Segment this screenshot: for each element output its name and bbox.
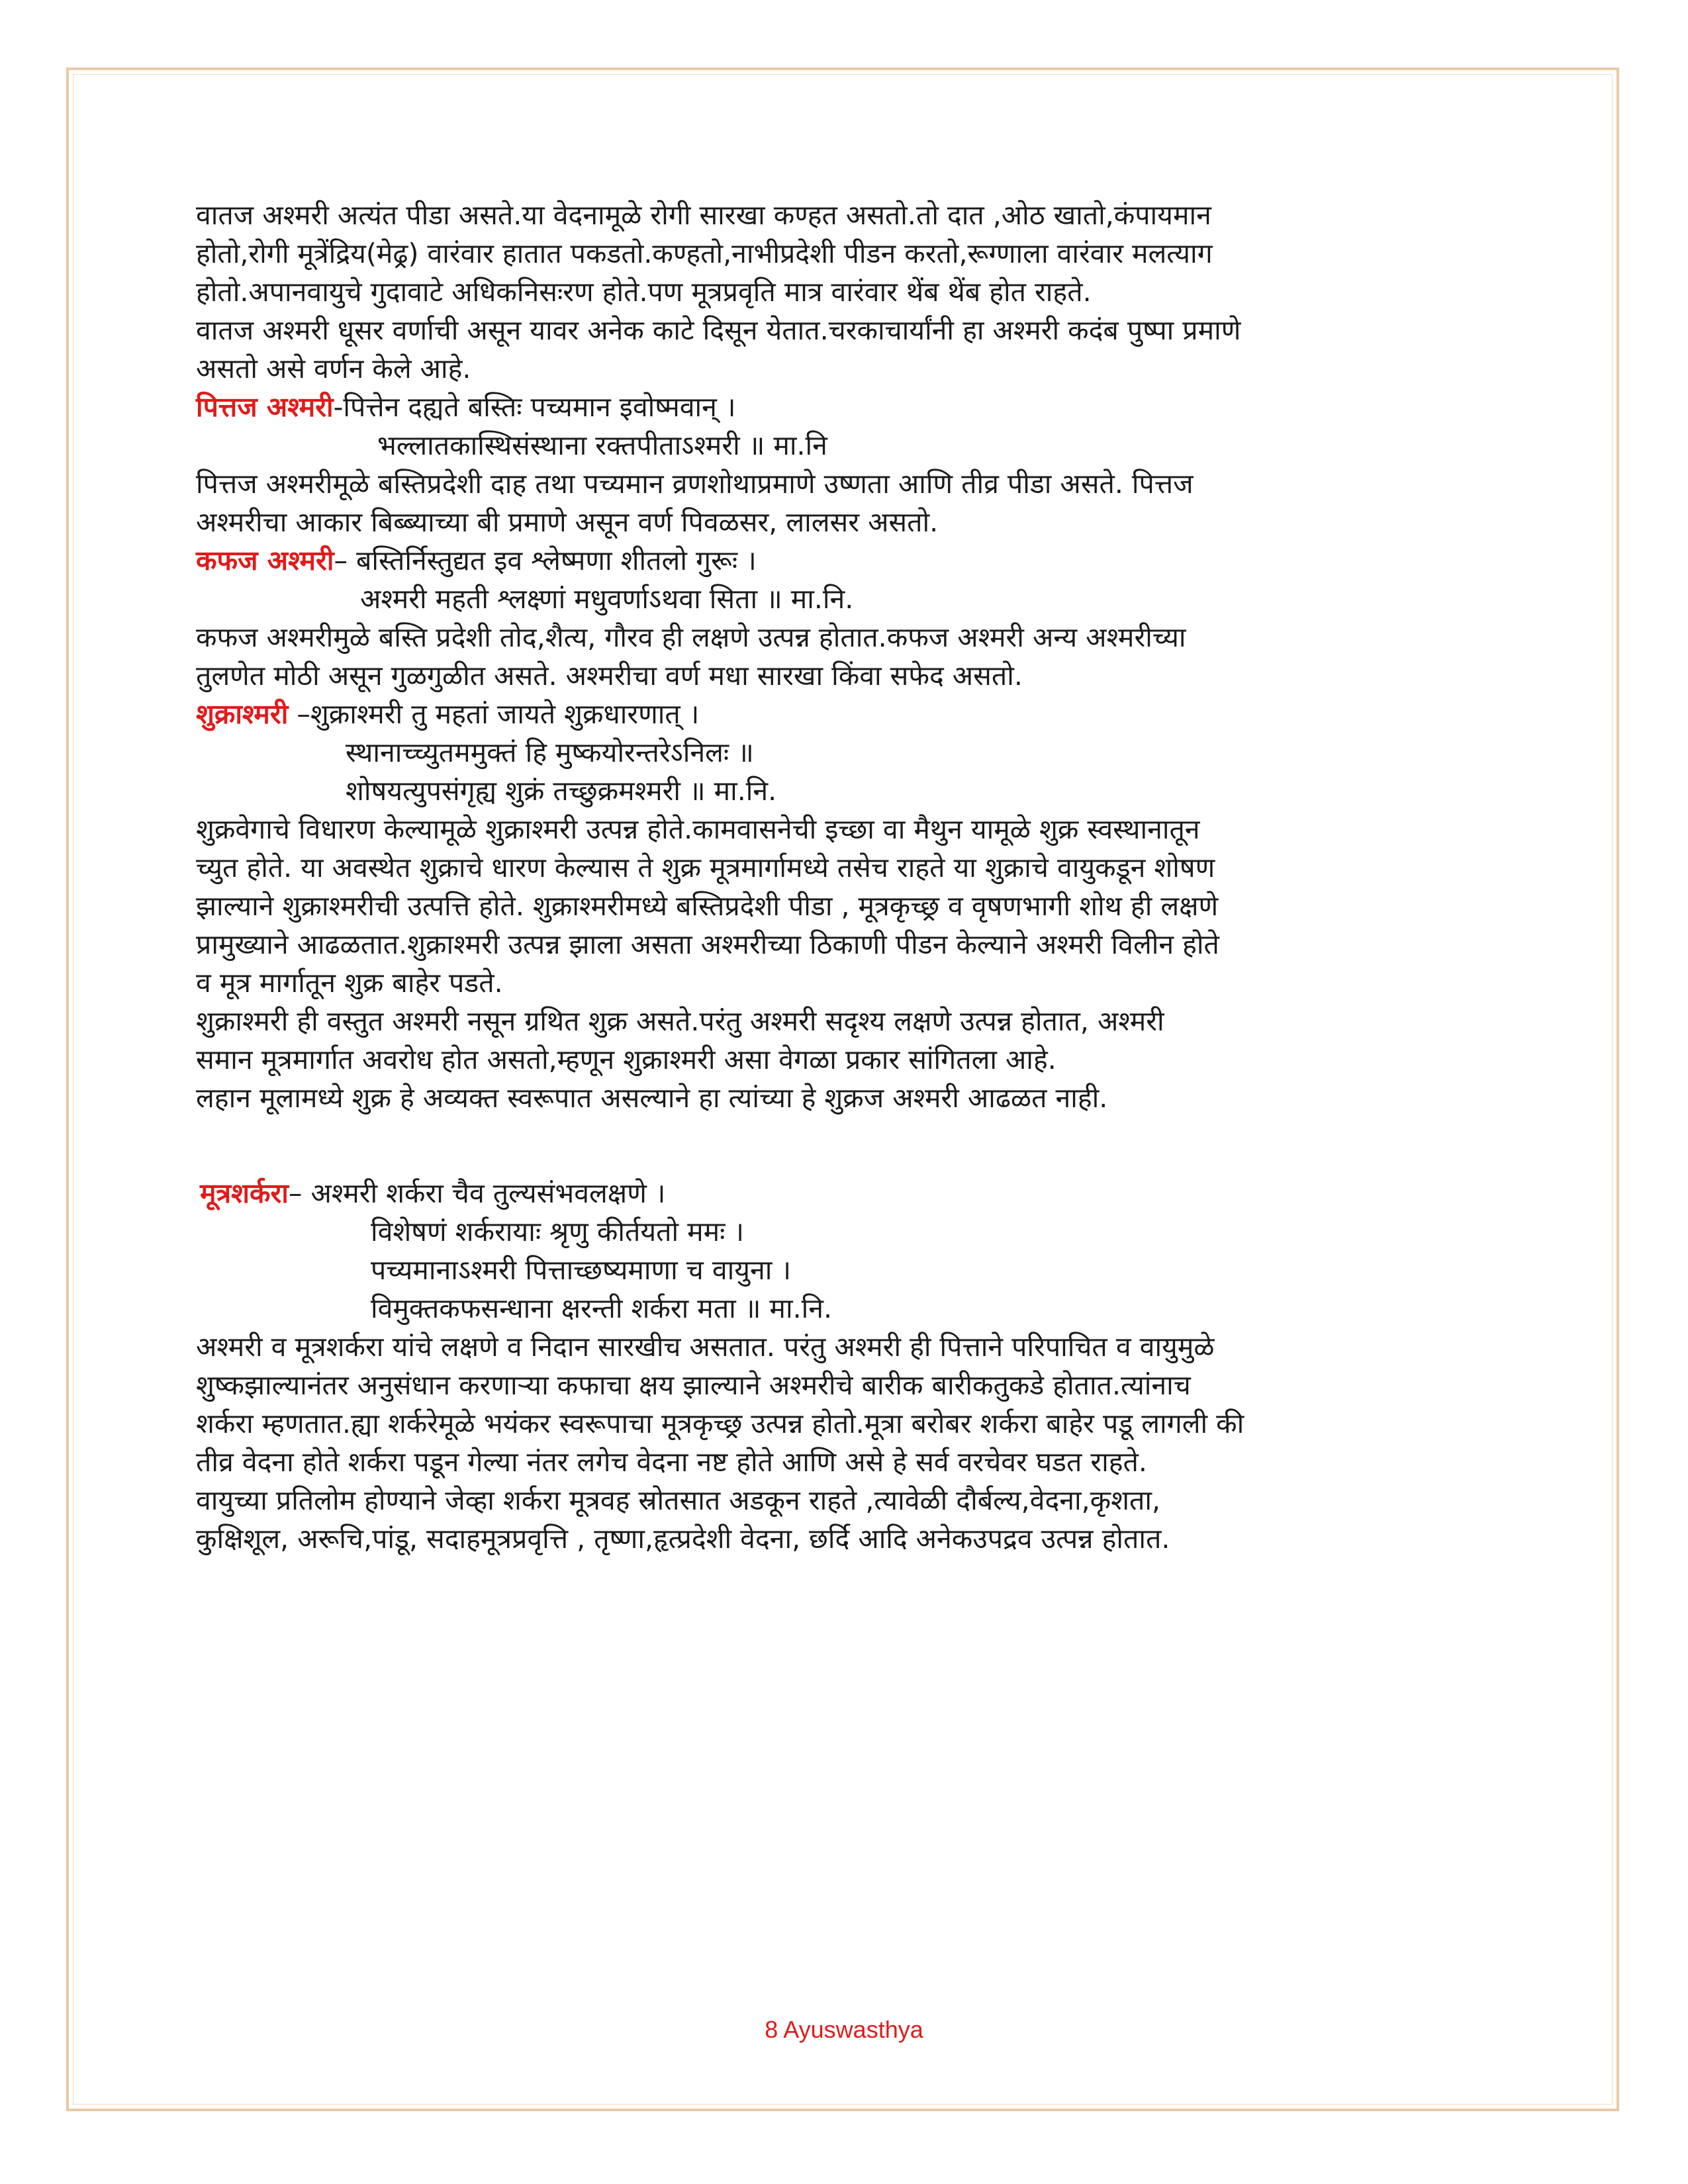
paragraph-line: तीव्र वेदना होते शर्करा पडून गेल्या नंतर लगेच वेदना नष्ट होते आणि असे हे सर्व वरचेवर घडत राहते. bbox=[196, 1446, 1147, 1478]
paragraph-line: तुलणेत मोठी असून गुळगुळीत असते. अश्मरीचा वर्ण मधा सारखा किंवा सफेद असतो. bbox=[196, 660, 1023, 692]
verse-line: शोषयत्युपसंगृह्य शुक्रं तच्छुक्रमश्मरी ॥ मा.नि. bbox=[346, 775, 777, 807]
verse-line bbox=[196, 541, 1493, 580]
paragraph-line: कफज अश्मरीमुळे बस्ति प्रदेशी तोद,शैत्य, गौरव ही लक्षणे उत्पन्न होतात.कफज अश्मरी अन्य अश्मरीच्या bbox=[196, 621, 1186, 653]
paragraph-line: होतो.अपानवायुचे गुदावाटे अधिकनिसःरण होते.पण मूत्रप्रवृति मात्र वारंवार थेंब थेंब होत राहते. bbox=[196, 276, 1092, 308]
paragraph-line: शुक्रवेगाचे विधारण केल्यामूळे शुक्राश्मरी उत्पन्न होते.कामवासनेची इच्छा वा मैथुन यामूळे शुक्र स्वस्थानातून bbox=[196, 813, 1200, 845]
paragraph-line: शर्करा म्हणतात.ह्या शर्करेमूळे भयंकर स्वरूपाचा मूत्रकृच्छ्र उत्पन्न होतो.मूत्रा बरोबर शर्करा बाहेर पडू लागली की bbox=[196, 1408, 1244, 1439]
paragraph-line: पित्तज अश्मरीमूळे बस्तिप्रदेशी दाह तथा पच्यमान व्रणशोथाप्रमाणे उष्णता आणि तीव्र पीडा असते. पित्तज bbox=[196, 468, 1194, 500]
section-heading: कफज अश्मरी bbox=[196, 545, 334, 576]
paragraph-line: असतो असे वर्णन केले आहे. bbox=[196, 353, 471, 385]
kaphaja-section bbox=[196, 541, 1493, 695]
paragraph-line: व मूत्र मार्गातून शुक्र बाहेर पडते. bbox=[196, 967, 503, 999]
paragraph-line: झाल्याने शुक्राश्मरीची उत्पत्ति होते. शुक्राश्मरीमध्ये बस्तिप्रदेशी पीडा , मूत्रकृच्छ्र व वृषणभागी शोथ ही लक्षणे bbox=[196, 890, 1219, 922]
pittaja-section bbox=[196, 388, 1493, 541]
verse-line: भल्लातकास्थिसंस्थाना रक्तपीताऽश्मरी ॥ मा.नि bbox=[377, 430, 827, 461]
verse-line bbox=[196, 388, 1493, 426]
paragraph-line: शुष्कझाल्यानंतर अनुसंधान करणाऱ्या कफाचा क्षय झाल्याने अश्मरीचे बारीक बारीकतुकडे होतात.त्यांनाच bbox=[196, 1369, 1191, 1401]
verse-line bbox=[196, 695, 1493, 733]
paragraph-line: होतो,रोगी मूत्रेंद्रिय(मेढ्र) वारंवार हातात पकडतो.कण्हतो,नाभीप्रदेशी पीडन करतो,रूग्णाला वारंवार मलत्याग bbox=[196, 238, 1213, 269]
verse-line: पच्यमानाऽश्मरी पित्ताच्छष्यमाणा च वायुना । bbox=[371, 1254, 791, 1286]
paragraph-line: वातज अश्मरी अत्यंत पीडा असते.या वेदनामूळे रोगी सारखा कण्हत असतो.तो दात ,ओठ खातो,कंपायमान bbox=[196, 199, 1211, 231]
verse-text: –शुक्राश्मरी तु महतां जायते शुक्रधारणात् । bbox=[288, 698, 700, 730]
verse-line: विमुक्तकफसन्धाना क्षरन्ती शर्करा मता ॥ मा.नि. bbox=[371, 1293, 833, 1324]
paragraph-line: समान मूत्रमार्गात अवरोध होत असतो,म्हणून शुक्राश्मरी असा वेगळा प्रकार सांगितला आहे. bbox=[196, 1044, 1056, 1075]
section-heading: मूत्रशर्करा bbox=[200, 1177, 289, 1209]
paragraph-line: प्रामुख्याने आढळतात.शुक्राश्मरी उत्पन्न झाला असता अश्मरीच्या ठिकाणी पीडन केल्याने अश्मरी विलीन होते bbox=[196, 929, 1219, 960]
verse-line bbox=[196, 1174, 1493, 1212]
verse-line: स्थानाच्च्युतममुक्तं हि मुष्कयोरन्तरेऽनिलः ॥ bbox=[346, 737, 754, 768]
verse-line: विशेषणं शर्करायाः श्रृणु कीर्तयतो ममः । bbox=[371, 1216, 745, 1248]
section-heading: शुक्राश्मरी bbox=[196, 698, 289, 730]
page-footer: 8 Ayuswasthya bbox=[765, 2016, 923, 2043]
paragraph-line: कुक्षिशूल, अरूचि,पांडू, सदाहमूत्रप्रवृत्ति , तृष्णा,हृत्प्रदेशी वेदना, छर्दि आदि अनेकउपद्रव उत्पन्न होतात. bbox=[196, 1523, 1170, 1555]
paragraph-line: लहान मूलामध्ये शुक्र हे अव्यक्त स्वरूपात असल्याने हा त्यांच्या हे शुक्रज अश्मरी आढळत नाही. bbox=[196, 1082, 1108, 1114]
paragraph-line: वातज अश्मरी धूसर वर्णाची असून यावर अनेक काटे दिसून येतात.चरकाचार्यांनी हा अश्मरी कदंब पुष्पा प्रमाणे bbox=[196, 314, 1241, 346]
shukrashmari-section bbox=[196, 695, 1493, 1117]
document-body bbox=[196, 196, 1493, 1558]
paragraph-line: च्युत होते. या अवस्थेत शुक्राचे धारण केल्यास ते शुक्र मूत्रमार्गामध्ये तसेच राहते या शुक्राचे वायुकडून शोषण bbox=[196, 852, 1215, 884]
verse-text: – अश्मरी शर्करा चैव तुल्यसंभवलक्षणे । bbox=[288, 1177, 666, 1209]
verse-text: -पित्तेन दह्यते बस्तिः पच्यमान इवोष्मवान् । bbox=[333, 391, 736, 423]
mutrasharkara-section bbox=[196, 1174, 1493, 1558]
section-spacer bbox=[196, 1117, 1493, 1174]
verse-text: – बस्तिर्निस्तुद्यत इव श्लेष्मणा शीतलो गुरूः । bbox=[334, 545, 757, 576]
paragraph-line: शुक्राश्मरी ही वस्तुत अश्मरी नसून ग्रथित शुक्र असते.परंतु अश्मरी सदृश्य लक्षणे उत्पन्न होतात, अश्मरी bbox=[196, 1005, 1164, 1037]
vataja-section bbox=[196, 196, 1493, 388]
verse-line: अश्मरी महती श्लक्ष्णां मधुवर्णाऽथवा सिता ॥ मा.नि. bbox=[360, 583, 854, 615]
paragraph-line: अश्मरी व मूत्रशर्करा यांचे लक्षणे व निदान सारखीच असतात. परंतु अश्मरी ही पित्ताने परिपाचित व वायुमुळे bbox=[196, 1331, 1215, 1363]
paragraph-line: अश्मरीचा आकार बिब्ब्याच्या बी प्रमाणे असून वर्ण पिवळसर, लालसर असतो. bbox=[196, 506, 939, 538]
paragraph-line: वायुच्या प्रतिलोम होण्याने जेव्हा शर्करा मूत्रवह स्रोतसात अडकून राहते ,त्यावेळी दौर्बल्य,वेदना,कृशता, bbox=[196, 1484, 1161, 1516]
section-heading: पित्तज अश्मरी bbox=[196, 391, 334, 423]
